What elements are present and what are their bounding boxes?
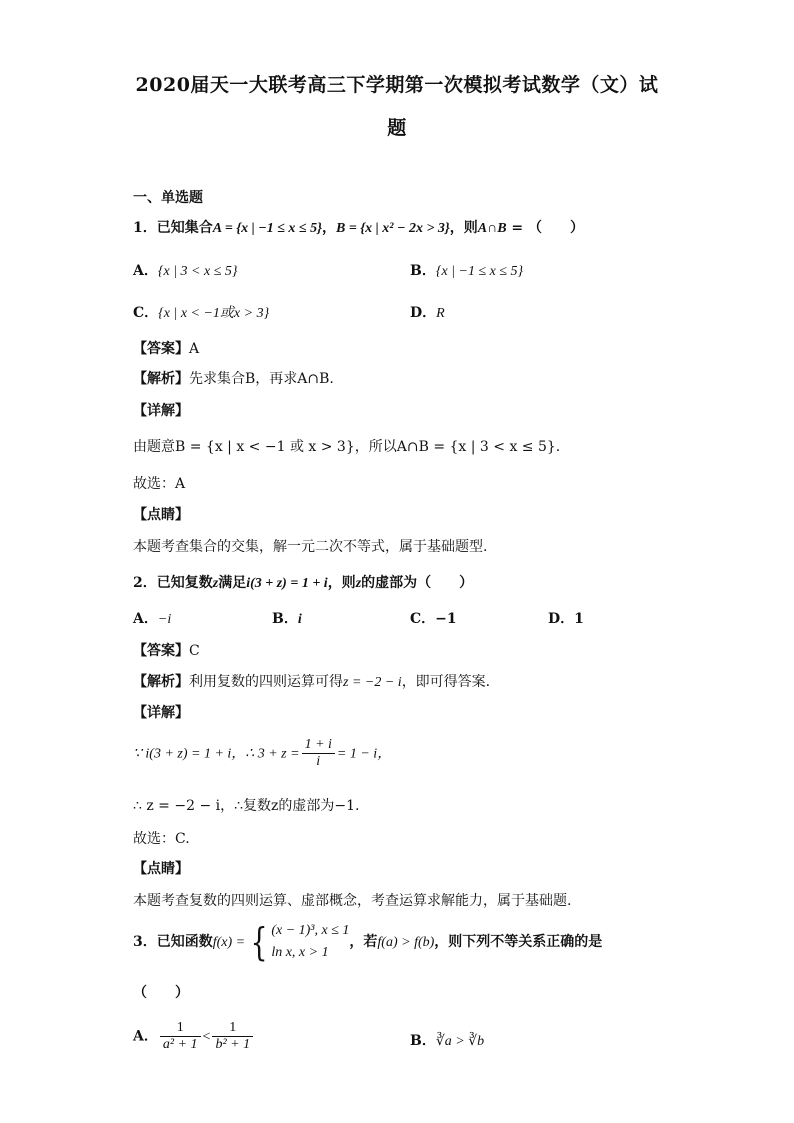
q2-option-c[interactable] bbox=[410, 608, 457, 628]
q2-option-c-text: −1 bbox=[435, 611, 457, 627]
q1-option-d-label: D． bbox=[410, 305, 437, 321]
q1-option-a-text: {x | 3 < x ≤ 5} bbox=[157, 264, 238, 279]
q3-option-b-text: ∛a > ∛b bbox=[435, 1034, 485, 1049]
q1-option-a-label: A． bbox=[133, 263, 158, 279]
q3-stem-a: 3．已知函数 bbox=[133, 934, 213, 950]
q2-analysis-eq: z = −2 − i bbox=[343, 675, 402, 690]
q3-option-a-frac2 bbox=[212, 1020, 253, 1053]
document-title-line1: 2020届天一大联考高三下学期第一次模拟考试数学（文）试 bbox=[135, 74, 659, 96]
q2-option-b-label: B． bbox=[272, 611, 298, 627]
q2-answer bbox=[133, 640, 200, 660]
q1-number: 1．已知集合 bbox=[133, 220, 213, 236]
q3-option-a-label: A． bbox=[133, 1028, 158, 1045]
q2-condition: i(3 + z) = 1 + i bbox=[246, 576, 328, 591]
q2-analysis-a: 利用复数的四则运算可得 bbox=[189, 674, 343, 690]
q2-var-z-2: z bbox=[355, 576, 362, 591]
q3-option-a-den2: b² + 1 bbox=[215, 1037, 251, 1052]
section-heading: 一、单选题 bbox=[133, 190, 203, 206]
q2-step2: ∴ z = −2 − i，∴复数z的虚部为−1. bbox=[133, 798, 360, 814]
q2-answer-value: C bbox=[189, 643, 200, 659]
q3-stem-b: ，若 bbox=[349, 934, 378, 950]
q1-set-b: B = {x | x² − 2x > 3} bbox=[335, 221, 450, 236]
q2-answer-tag: 【答案】 bbox=[133, 643, 189, 659]
q1-tail: ，则 bbox=[449, 220, 478, 236]
q3-option-a-den1: a² + 1 bbox=[162, 1037, 198, 1052]
q3-brace: { bbox=[250, 920, 268, 964]
q3-case1: (x − 1)³, x ≤ 1 bbox=[271, 923, 350, 938]
document-title-line2: 题 bbox=[387, 117, 407, 139]
q2-option-b-text: i bbox=[297, 612, 302, 627]
q2-comment: 本题考查复数的四则运算、虚部概念，考查运算求解能力，属于基础题. bbox=[133, 893, 572, 909]
q1-stem bbox=[133, 217, 584, 237]
q3-blank: （ ） bbox=[133, 985, 189, 1001]
q2-step1-b: = 1 − i， bbox=[336, 746, 392, 762]
q2-comment-tag: 【点睛】 bbox=[133, 861, 189, 877]
q1-option-b-label: B． bbox=[410, 263, 436, 279]
q3-case2: ln x, x > 1 bbox=[271, 945, 329, 960]
q2-step1-denominator: i bbox=[316, 754, 321, 769]
q3-option-a-num2: 1 bbox=[212, 1020, 253, 1037]
q1-analysis-text: 先求集合B，再求A∩B. bbox=[189, 371, 334, 387]
q3-condition: f(a) > f(b) bbox=[377, 935, 435, 950]
q2-var-z: z bbox=[212, 576, 219, 591]
q1-set-a: A = {x | −1 ≤ x ≤ 5} bbox=[212, 221, 322, 236]
q2-choose: 故选：C. bbox=[133, 831, 190, 847]
q1-answer bbox=[133, 338, 199, 358]
q2-option-a-text: −i bbox=[157, 612, 172, 627]
q2-stem-c: ，则 bbox=[327, 575, 356, 591]
q1-answer-value: A bbox=[189, 341, 200, 357]
q2-analysis-tag: 【解析】 bbox=[133, 674, 189, 690]
q3-cases bbox=[271, 920, 349, 964]
q2-step1 bbox=[133, 737, 391, 770]
q1-option-b[interactable] bbox=[410, 260, 523, 280]
q2-option-a-label: A． bbox=[133, 611, 158, 627]
q1-option-b-text: {x | −1 ≤ x ≤ 5} bbox=[435, 264, 524, 279]
q1-detail: 由题意B = {x | x < −1 或 x > 3}，所以A∩B = {x | 3 < x ≤ 5}. bbox=[133, 439, 561, 455]
q1-sep: ， bbox=[321, 220, 336, 236]
q2-option-c-label: C． bbox=[410, 611, 436, 627]
q1-expr: A∩B bbox=[477, 221, 507, 236]
q1-option-c-text: {x | x < −1或x > 3} bbox=[158, 306, 270, 321]
q3-option-a-num1: 1 bbox=[160, 1020, 201, 1037]
q1-analysis bbox=[133, 368, 334, 388]
q3-function: f(x) = bbox=[212, 935, 246, 950]
q3-option-b-label: B． bbox=[410, 1033, 436, 1049]
q2-step1-fraction bbox=[302, 737, 335, 770]
q1-choose: 故选：A bbox=[133, 476, 186, 492]
q2-option-a[interactable] bbox=[133, 608, 171, 628]
q1-option-d[interactable] bbox=[410, 302, 445, 322]
q2-stem-b: 满足 bbox=[218, 575, 247, 591]
q2-detail-tag: 【详解】 bbox=[133, 705, 189, 721]
q3-option-a[interactable] bbox=[133, 1020, 255, 1053]
q1-comment-tag: 【点睛】 bbox=[133, 507, 189, 523]
q2-stem-d: 的虚部为（ ） bbox=[361, 575, 474, 591]
q2-option-d[interactable] bbox=[548, 608, 584, 628]
q2-analysis bbox=[133, 671, 490, 691]
q1-detail-tag: 【详解】 bbox=[133, 403, 189, 419]
q3-option-b[interactable] bbox=[410, 1030, 484, 1050]
q2-stem-a: 2．已知复数 bbox=[133, 575, 213, 591]
q2-option-d-label: D． bbox=[548, 611, 575, 627]
q1-blank: = （ ） bbox=[506, 220, 585, 236]
q1-option-d-text: R bbox=[436, 306, 445, 321]
q3-option-a-rel: < bbox=[202, 1029, 211, 1045]
q1-answer-tag: 【答案】 bbox=[133, 341, 189, 357]
q3-option-a-frac1 bbox=[160, 1020, 201, 1053]
q2-step1-a: ∵ i(3 + z) = 1 + i，∴ 3 + z = bbox=[133, 746, 300, 762]
q2-step1-numerator: 1 + i bbox=[302, 737, 335, 754]
q2-option-b[interactable] bbox=[272, 608, 302, 628]
q1-option-a[interactable] bbox=[133, 260, 237, 280]
q3-stem bbox=[133, 920, 602, 964]
q1-option-c[interactable] bbox=[133, 302, 269, 322]
q1-analysis-tag: 【解析】 bbox=[133, 371, 189, 387]
q2-analysis-b: ，即可得答案. bbox=[401, 674, 491, 690]
q1-option-c-label: C． bbox=[133, 305, 159, 321]
q2-stem bbox=[133, 572, 473, 592]
q1-comment: 本题考查集合的交集，解一元二次不等式，属于基础题型. bbox=[133, 539, 488, 555]
q3-stem-c: ，则下列不等关系正确的是 bbox=[434, 934, 603, 950]
q2-option-d-text: 1 bbox=[574, 611, 584, 627]
